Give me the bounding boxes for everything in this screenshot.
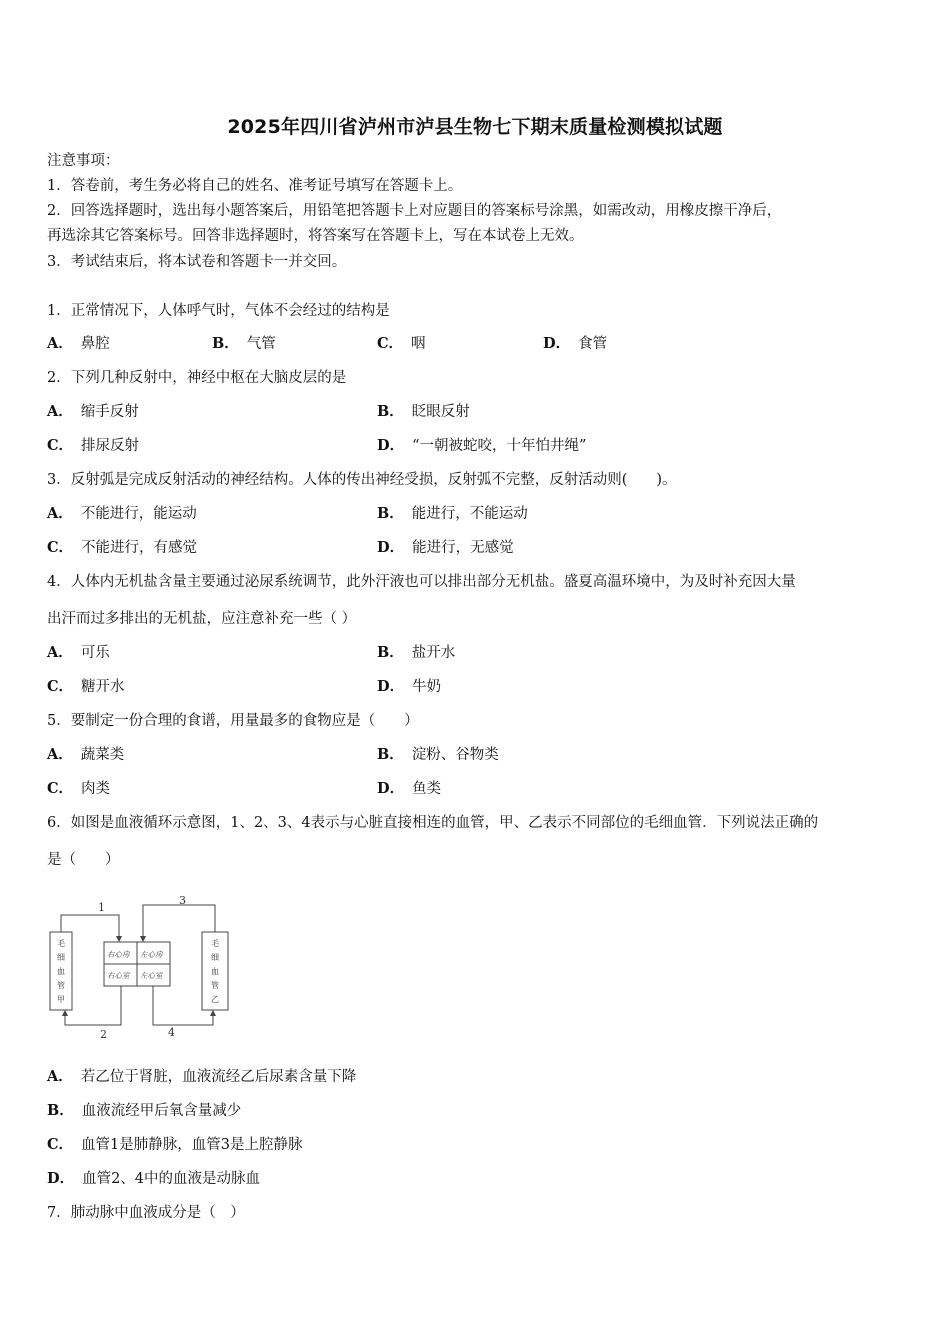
question-stem: 5．要制定一份合理的食谱，用量最多的食物应是（ ）	[47, 713, 419, 729]
question-stem: 7．肺动脉中血液成分是（ ）	[47, 1205, 245, 1221]
option-b[interactable]	[212, 334, 276, 354]
option-c[interactable]	[47, 538, 197, 558]
option-d[interactable]	[543, 334, 607, 354]
option-key: A．	[47, 1068, 73, 1085]
option-d[interactable]	[377, 677, 441, 697]
option-a[interactable]	[47, 643, 110, 663]
option-text: 盐开水	[411, 645, 456, 661]
option-a[interactable]	[47, 334, 110, 354]
yi-char: 细	[211, 953, 219, 962]
jia-char: 血	[57, 967, 65, 976]
option-key: D．	[543, 335, 571, 352]
option-b[interactable]	[377, 504, 528, 524]
option-key: D．	[377, 780, 405, 797]
option-b[interactable]	[47, 1101, 241, 1121]
option-key: A．	[47, 644, 73, 661]
question-stem: 1．正常情况下，人体呼气时，气体不会经过的结构是	[47, 303, 390, 319]
option-key: A．	[47, 335, 73, 352]
yi-char: 毛	[211, 939, 219, 948]
option-key: B．	[377, 505, 404, 522]
option-key: D．	[377, 539, 405, 556]
option-key: D．	[47, 1170, 75, 1187]
option-a[interactable]	[47, 402, 139, 422]
option-text: 若乙位于肾脏，血液流经乙后尿素含量下降	[80, 1069, 357, 1085]
option-d[interactable]	[377, 538, 514, 558]
option-key: B．	[377, 644, 404, 661]
vessel-label-4: 4	[168, 1026, 175, 1039]
jia-char: 毛	[57, 939, 65, 948]
heart-right-atrium: 右心房	[107, 950, 130, 959]
option-text: 蔬菜类	[80, 747, 125, 763]
page-title: 2025年四川省泸州市泸县生物七下期末质量检测模拟试题	[227, 116, 723, 138]
vessel-label-3: 3	[179, 894, 186, 907]
option-key: B．	[377, 403, 404, 420]
option-text: 牛奶	[412, 679, 442, 695]
yi-char: 乙	[211, 995, 219, 1004]
option-a[interactable]	[47, 745, 124, 765]
option-a[interactable]	[47, 1067, 356, 1087]
notice-item: 1．答卷前，考生务必将自己的姓名、准考证号填写在答题卡上。	[47, 178, 463, 194]
option-key: B．	[47, 1102, 74, 1119]
option-key: D．	[377, 678, 405, 695]
option-text: 能进行，无感觉	[412, 540, 514, 556]
option-text: 排尿反射	[81, 438, 140, 454]
vessel-label-2: 2	[100, 1028, 107, 1041]
option-b[interactable]	[377, 643, 455, 663]
option-c[interactable]	[377, 334, 426, 354]
option-text: 不能进行，能运动	[80, 506, 197, 522]
option-key: A．	[47, 505, 73, 522]
option-text: 可乐	[80, 645, 110, 661]
jia-char: 细	[57, 953, 65, 962]
option-key: B．	[212, 335, 239, 352]
vessel-label-1: 1	[98, 901, 105, 914]
option-key: C．	[47, 1136, 74, 1153]
question-stem: 6．如图是血液循环示意图，1、2、3、4表示与心脏直接相连的血管，甲、乙表示不同部位的毛细血管．下列说法正确的	[47, 815, 819, 831]
option-text: 食管	[578, 336, 608, 352]
question-stem: 4．人体内无机盐含量主要通过泌尿系统调节，此外汗液也可以排出部分无机盐。盛夏高温环境中，为及时补充因大量	[47, 574, 796, 590]
option-key: C．	[47, 678, 74, 695]
option-b[interactable]	[377, 745, 499, 765]
option-c[interactable]	[47, 1135, 303, 1155]
option-text: 咽	[411, 336, 426, 352]
option-c[interactable]	[47, 436, 139, 456]
notice-item: 3．考试结束后，将本试卷和答题卡一并交回。	[47, 254, 347, 270]
option-key: B．	[377, 746, 404, 763]
heart-right-ventricle: 右心室	[107, 971, 130, 980]
option-key: C．	[47, 780, 74, 797]
question-stem-cont: 是（ ）	[47, 852, 120, 868]
option-d[interactable]	[377, 436, 586, 456]
question-stem-cont: 出汗而过多排出的无机盐，应注意补充一些（ ）	[47, 611, 357, 627]
option-d[interactable]	[47, 1169, 260, 1189]
option-text: 鱼类	[412, 781, 442, 797]
option-key: A．	[47, 746, 73, 763]
question-stem: 2．下列几种反射中，神经中枢在大脑皮层的是	[47, 370, 347, 386]
notice-item: 再选涂其它答案标号。回答非选择题时，将答案写在答题卡上，写在本试卷上无效。	[47, 228, 584, 244]
option-text: “一朝被蛇咬，十年怕井绳”	[412, 438, 587, 454]
option-text: 血管1是肺静脉，血管3是上腔静脉	[81, 1137, 303, 1153]
option-text: 鼻腔	[80, 336, 110, 352]
option-text: 肉类	[81, 781, 111, 797]
heart-left-atrium: 左心房	[140, 950, 163, 959]
option-text: 血管2、4中的血液是动脉血	[82, 1171, 261, 1187]
option-c[interactable]	[47, 779, 110, 799]
option-text: 血液流经甲后氧含量减少	[81, 1103, 242, 1119]
option-key: D．	[377, 437, 405, 454]
option-key: C．	[47, 437, 74, 454]
yi-char: 管	[211, 981, 219, 990]
yi-char: 血	[211, 967, 219, 976]
jia-char: 管	[57, 981, 65, 990]
option-text: 淀粉、谷物类	[411, 747, 499, 763]
option-d[interactable]	[377, 779, 441, 799]
blood-circulation-diagram	[44, 894, 244, 1044]
option-text: 能进行，不能运动	[411, 506, 528, 522]
heart-left-ventricle: 左心室	[140, 971, 163, 980]
option-key: C．	[377, 335, 404, 352]
jia-char: 甲	[57, 995, 65, 1004]
option-a[interactable]	[47, 504, 197, 524]
notice-item: 2．回答选择题时，选出每小题答案后，用铅笔把答题卡上对应题目的答案标号涂黑，如需改动，用橡皮擦干净后，	[47, 203, 782, 219]
option-text: 气管	[246, 336, 276, 352]
option-text: 不能进行，有感觉	[81, 540, 198, 556]
option-key: C．	[47, 539, 74, 556]
notice-heading: 注意事项：	[47, 153, 120, 169]
option-key: A．	[47, 403, 73, 420]
option-c[interactable]	[47, 677, 125, 697]
option-text: 眨眼反射	[411, 404, 470, 420]
question-stem: 3．反射弧是完成反射活动的神经结构。人体的传出神经受损，反射弧不完整，反射活动则( )。	[47, 472, 677, 488]
option-text: 缩手反射	[80, 404, 139, 420]
option-b[interactable]	[377, 402, 470, 422]
option-text: 糖开水	[81, 679, 125, 695]
